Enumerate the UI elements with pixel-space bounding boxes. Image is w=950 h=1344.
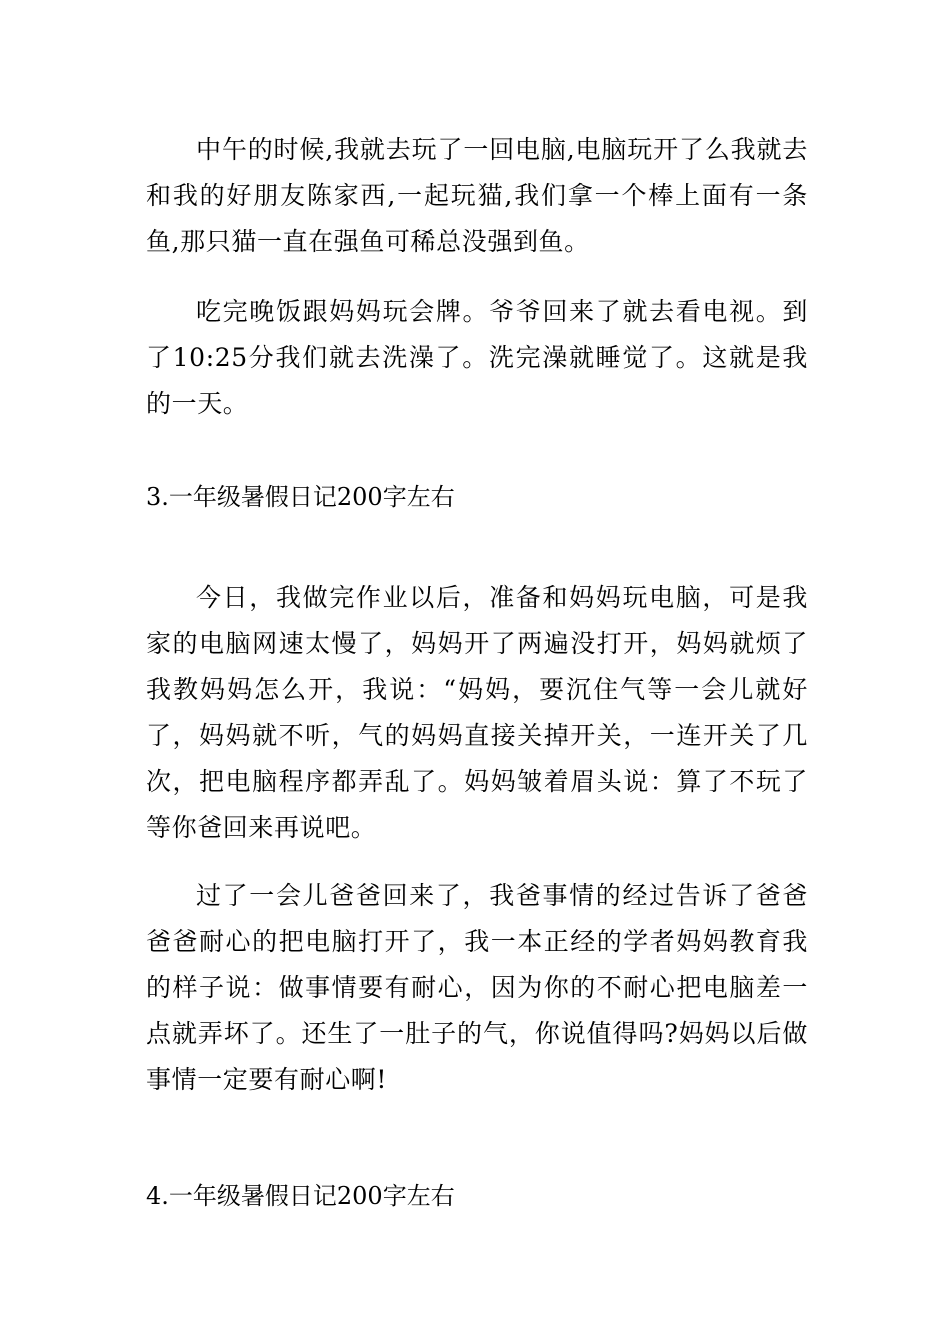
section-heading-4: 4.一年级暑假日记200字左右 <box>146 1182 455 1210</box>
paragraph-father-returns: 过了一会儿爸爸回来了，我爸事情的经过告诉了爸爸爸爸耐心的把电脑打开了，我一本正经的学者妈妈教育我的样子说：做事情要有耐心，因为你的不耐心把电脑差一点就弄坏了。还生了一肚子的气，你说值得吗?妈妈以后做事情一定要有耐心啊! <box>146 881 808 1094</box>
paragraph-noon-computer: 中午的时候,我就去玩了一回电脑,电脑玩开了么我就去和我的好朋友陈家西,一起玩猫,我们拿一个棒上面有一条鱼,那只猫一直在强鱼可稀总没强到鱼。 <box>146 135 808 256</box>
paragraph-computer-slow: 今日，我做完作业以后，准备和妈妈玩电脑，可是我家的电脑网速太慢了，妈妈开了两遍没打开，妈妈就烦了我教妈妈怎么开，我说：“妈妈，要沉住气等一会儿就好了，妈妈就不听，气的妈妈直接关掉开关，一连开关了几次，把电脑程序都弄乱了。妈妈皱着眉头说：算了不玩了等你爸回来再说吧。 <box>146 583 808 842</box>
paragraph-evening: 吃完晚饭跟妈妈玩会牌。爷爷回来了就去看电视。到了10:25分我们就去洗澡了。洗完澡就睡觉了。这就是我的一天。 <box>146 297 808 418</box>
section-heading-3: 3.一年级暑假日记200字左右 <box>146 483 455 511</box>
